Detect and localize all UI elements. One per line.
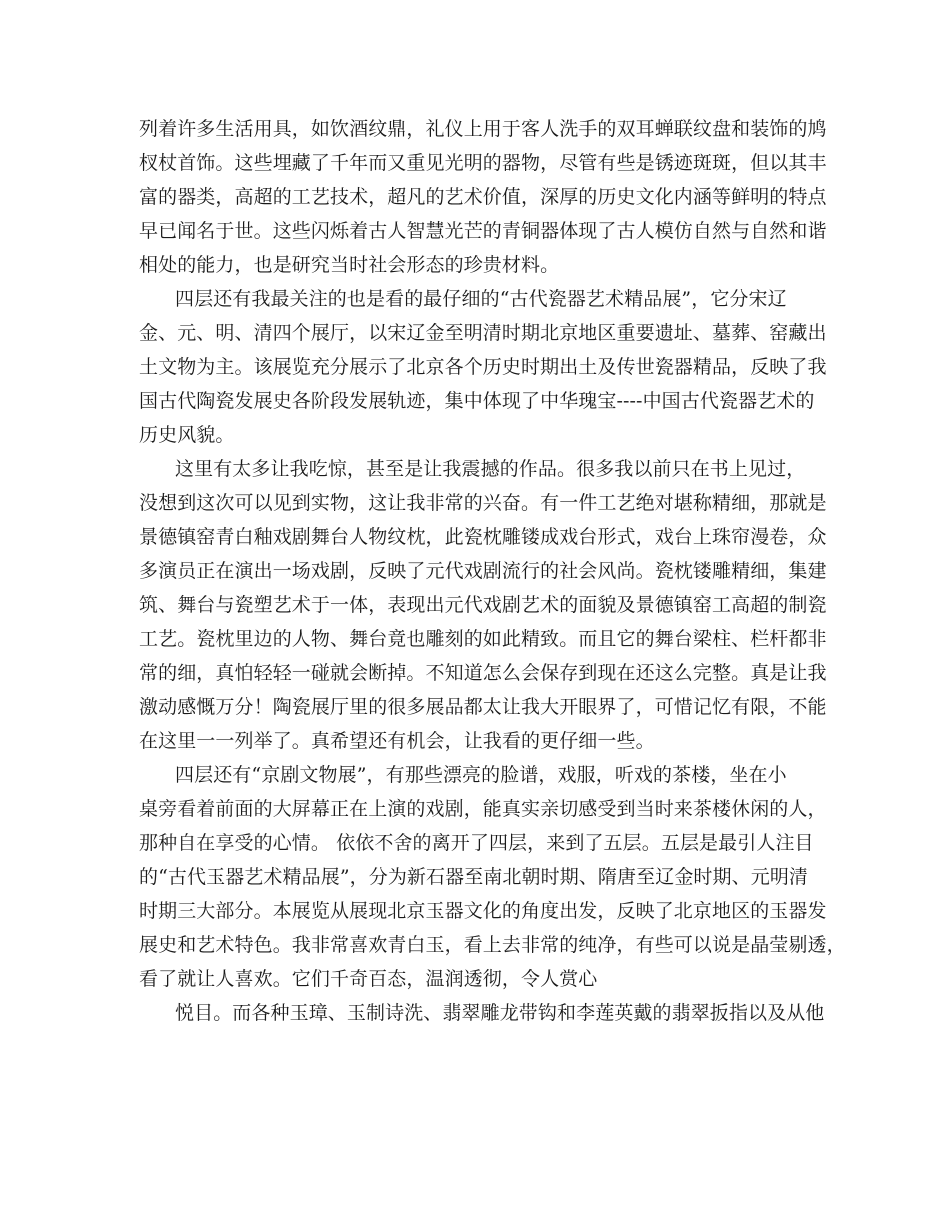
text-line: 的“古代玉器艺术精品展”，分为新石器至南北朝时期、隋唐至辽金时期、元明清 <box>139 866 809 888</box>
text-line: 国古代陶瓷发展史各阶段发展轨迹，集中体现了中华瑰宝----中国古代瓷器艺术的 <box>139 390 815 412</box>
text-line: 列着许多生活用具，如饮酒纹鼎，礼仪上用于客人洗手的双耳蝉联纹盘和装饰的鸠 <box>139 118 827 140</box>
text-line: 悦目。而各种玉璋、玉制诗洗、翡翠雕龙带钩和李莲英戴的翡翠扳指以及从他 <box>175 1002 825 1024</box>
text-line: 看了就让人喜欢。它们千奇百态，温润透彻，令人赏心 <box>139 968 598 990</box>
body-text <box>139 112 846 1030</box>
text-line: 展史和艺术特色。我非常喜欢青白玉，看上去非常的纯净，有些可以说是晶莹剔透， <box>139 934 846 956</box>
text-line: 杈杖首饰。这些埋藏了千年而又重见光明的器物，尽管有些是锈迹斑斑，但以其丰 <box>139 152 827 174</box>
text-line: 激动感慨万分！陶瓷展厅里的很多展品都太让我大开眼界了，可惜记忆有限，不能 <box>139 696 827 718</box>
text-line: 相处的能力，也是研究当时社会形态的珍贵材料。 <box>139 254 560 276</box>
text-line: 富的器类，高超的工艺技术，超凡的艺术价值，深厚的历史文化内涵等鲜明的特点 <box>139 186 827 208</box>
text-line: 筑、舞台与瓷塑艺术于一体，表现出元代戏剧艺术的面貌及景德镇窑工高超的制瓷 <box>139 594 827 616</box>
text-line: 时期三大部分。本展览从展现北京玉器文化的角度出发，反映了北京地区的玉器发 <box>139 900 827 922</box>
text-line: 四层还有我最关注的也是看的最仔细的“古代瓷器艺术精品展”，它分宋辽 <box>175 288 787 310</box>
text-line: 那种自在享受的心情。 依依不舍的离开了四层，来到了五层。五层是最引人注目 <box>139 832 814 854</box>
text-line: 历史风貌。 <box>139 424 235 446</box>
text-line: 在这里一一列举了。真希望还有机会，让我看的更仔细一些。 <box>139 730 655 752</box>
text-line: 这里有太多让我吃惊，甚至是让我震撼的作品。很多我以前只在书上见过， <box>175 458 806 480</box>
text-line: 金、元、明、清四个展厅，以宋辽金至明清时期北京地区重要遗址、墓葬、窑藏出 <box>139 322 827 344</box>
text-line: 多演员正在演出一场戏剧，反映了元代戏剧流行的社会风尚。瓷枕镂雕精细，集建 <box>139 560 827 582</box>
text-line: 常的细，真怕轻轻一碰就会断掉。不知道怎么会保存到现在还这么完整。真是让我 <box>139 662 827 684</box>
text-line: 土文物为主。该展览充分展示了北京各个历史时期出土及传世瓷器精品，反映了我 <box>139 356 827 378</box>
text-line: 早已闻名于世。这些闪烁着古人智慧光芒的青铜器体现了古人模仿自然与自然和谐 <box>139 220 827 242</box>
text-line: 四层还有“京剧文物展”，有那些漂亮的脸谱，戏服，听戏的茶楼，坐在小 <box>175 764 787 786</box>
text-line: 景德镇窑青白釉戏剧舞台人物纹枕，此瓷枕雕镂成戏台形式，戏台上珠帘漫卷，众 <box>139 526 827 548</box>
text-line: 没想到这次可以见到实物，这让我非常的兴奋。有一件工艺绝对堪称精细，那就是 <box>139 492 827 514</box>
text-line: 工艺。瓷枕里边的人物、舞台竟也雕刻的如此精致。而且它的舞台梁柱、栏杆都非 <box>139 628 827 650</box>
text-line: 桌旁看着前面的大屏幕正在上演的戏剧，能真实亲切感受到当时来茶楼休闲的人， <box>139 798 827 820</box>
